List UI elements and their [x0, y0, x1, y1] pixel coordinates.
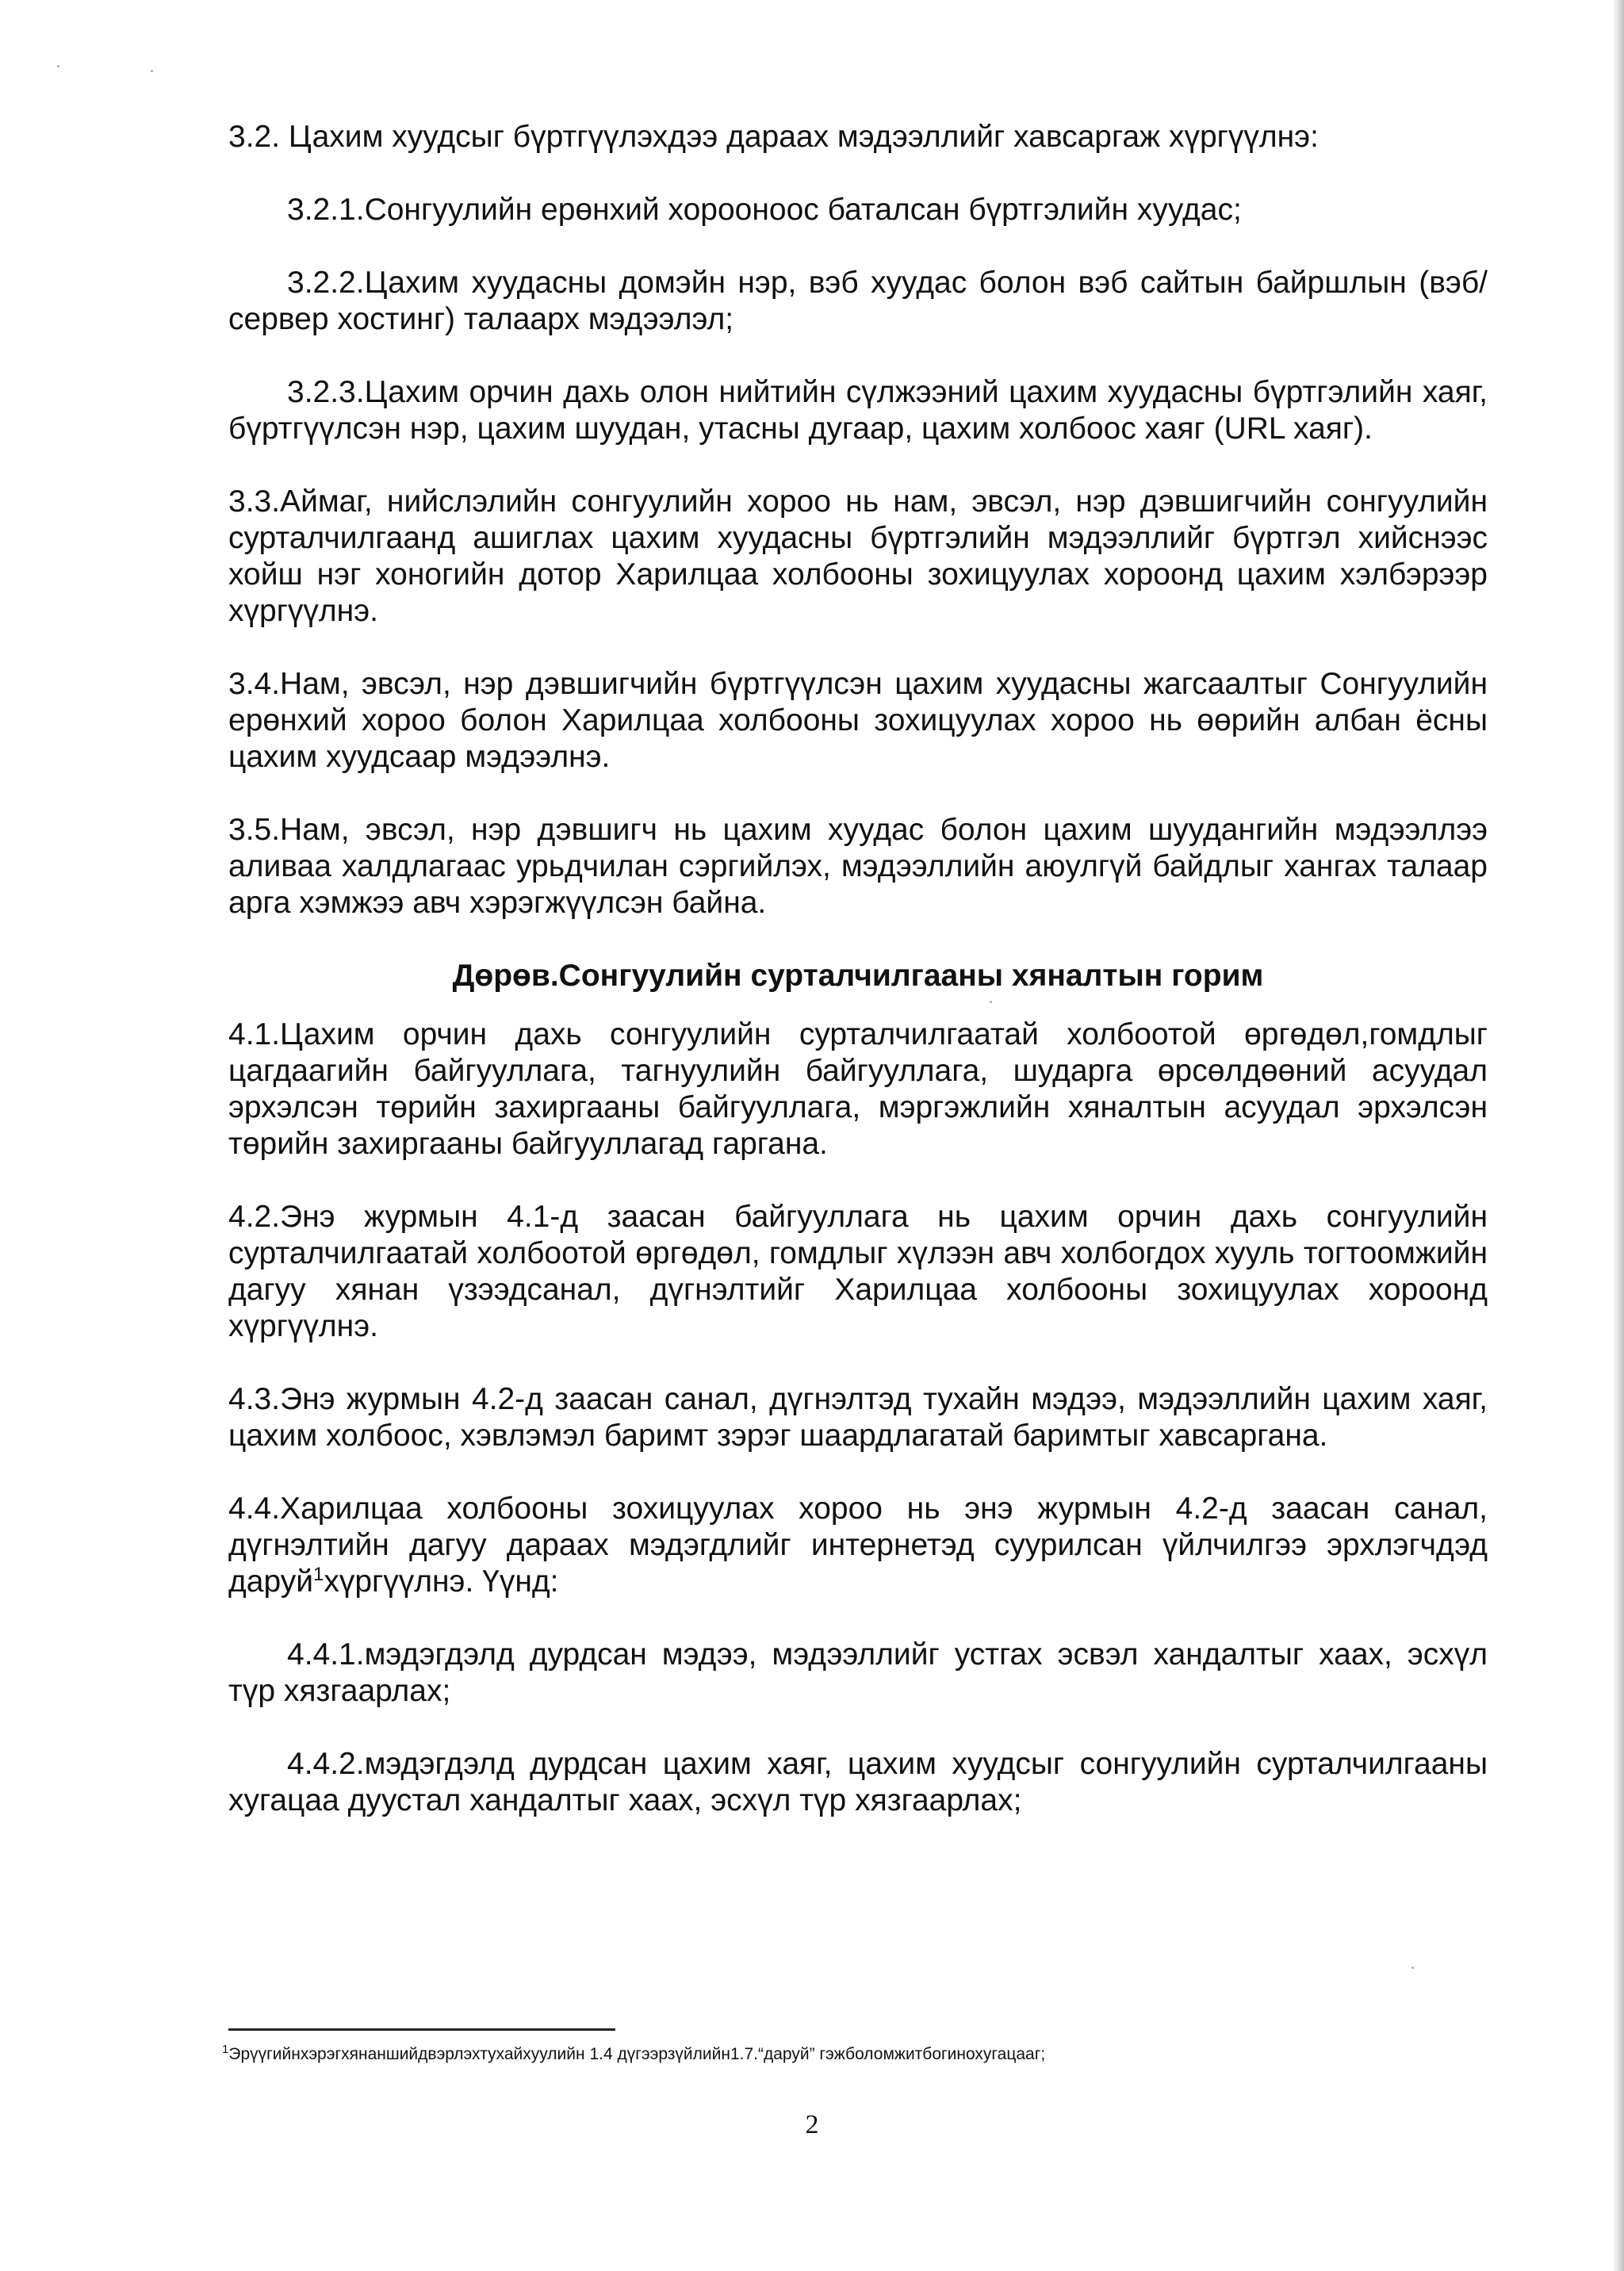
footnote-text: Эрүүгийнхэрэгхянаншийдвэрлэхтухайхуулийн 1.4 дүгээрзүйлийн1.7.“даруй” гэжболомжитбогинохугацааг; [228, 2045, 1046, 2063]
document-body [228, 119, 1488, 1855]
footnote-reference: 1 [312, 1564, 324, 1585]
paragraph-3-2-2: 3.2.2.Цахим хуудасны домэйн нэр, вэб хуудас болон вэб сайтын байршлын (вэб/сервер хостинг) талаарх мэдээлэл; [228, 266, 1488, 336]
footnote-separator [228, 2028, 615, 2031]
footnote-marker: 1 [222, 2043, 229, 2056]
page-number: 2 [805, 2110, 819, 2139]
scan-speck [1411, 1967, 1414, 1969]
scan-speck [57, 65, 59, 67]
footnote [222, 2043, 1491, 2066]
paragraph-4-4-2: 4.4.2.мэдэгдэлд дурдсан цахим хаяг, цахим хуудсыг сонгуулийн сурталчилгааны хугацаа дуустал хандалтыг хаах, эсхүл түр хязгаарлах; [228, 1747, 1488, 1817]
paragraph-3-2-3: 3.2.3.Цахим орчин дахь олон нийтийн сүлжээний цахим хуудасны бүртгэлийн хаяг, бүртгүүлсэн нэр, цахим шуудан, утасны дугаар, цахим холбоос хаяг (URL хаяг). [228, 375, 1488, 446]
paragraph-4-1: 4.1.Цахим орчин дахь сонгуулийн сурталчилгаатай холбоотой өргөдөл,гомдлыг цагдаагийн байгууллага, тагнуулийн байгууллага, шударга өрсөлдөөний асуудал эрхэлсэн төрийн захиргааны байгууллага, мэргэжлийн хяналтын асуудал эрхэлсэн төрийн захиргааны байгууллагад гаргана. [228, 1017, 1488, 1161]
paragraph-3-5: 3.5.Нам, эвсэл, нэр дэвшигч нь цахим хуудас болон цахим шуудангийн мэдээллээ аливаа халдлагаас урьдчилан сэргийлэх, мэдээллийн аюулгүй байдлыг хангах талаар арга хэмжээ авч хэрэгжүүлсэн байна. [228, 813, 1488, 920]
paragraph-3-3: 3.3.Аймаг, нийслэлийн сонгуулийн хороо нь нам, эвсэл, нэр дэвшигчийн сонгуулийн сурталчилгаанд ашиглах цахим хуудасны бүртгэлийн мэдээллийг бүртгэл хийснээс хойш нэг хоногийн дотор Харилцаа холбооны зохицуулах хороонд цахим хэлбэрээр хүргүүлнэ. [228, 484, 1488, 628]
paragraph-3-2: 3.2. Цахим хуудсыг бүртгүүлэхдээ дараах мэдээллийг хавсаргаж хүргүүлнэ: [228, 120, 1319, 154]
paragraph-3-2-1: 3.2.1.Сонгуулийн ерөнхий хорооноос баталсан бүртгэлийн хуудас; [287, 193, 1242, 227]
paragraph-4-4-text: 4.4.Харилцаа холбооны зохицуулах хороо нь энэ журмын 4.2-д заасан санал, дүгнэлтийн дагуу дараах мэдэгдлийг интернетэд суурилсан үйлчилгээ эрхлэгчдэд даруй [228, 1492, 1488, 1599]
section-heading: Дөрөв.Сонгуулийн сурталчилгааны хяналтын горим [452, 959, 1264, 993]
paragraph-4-3: 4.3.Энэ журмын 4.2-д заасан санал, дүгнэлтэд тухайн мэдээ, мэдээллийн цахим хаяг, цахим холбоос, хэвлэмэл баримт зэрэг шаардлагатай баримтыг хавсаргана. [228, 1382, 1488, 1453]
scan-speck [151, 70, 153, 72]
paragraph-4-4 [228, 1491, 1488, 1600]
scan-edge-shadow [1613, 0, 1624, 2271]
paragraph-3-4: 3.4.Нам, эвсэл, нэр дэвшигчийн бүртгүүлсэн цахим хуудасны жагсаалтыг Сонгуулийн ерөнхий хороо болон Харилцаа холбооны зохицуулах хороо нь өөрийн албан ёсны цахим хуудсаар мэдээлнэ. [228, 667, 1488, 774]
paragraph-4-4-1: 4.4.1.мэдэгдэлд дурдсан мэдээ, мэдээллийг устгах эсвэл хандалтыг хаах, эсхүл түр хязгаарлах; [228, 1637, 1488, 1708]
paragraph-4-2: 4.2.Энэ журмын 4.1-д заасан байгууллага нь цахим орчин дахь сонгуулийн сурталчилгаатай холбоотой өргөдөл, гомдлыг хүлээн авч холбогдох хууль тогтоомжийн дагуу хянан үзээдсанал, дүгнэлтийг Харилцаа холбооны зохицуулах хороонд хүргүүлнэ. [228, 1200, 1488, 1343]
paragraph-4-4-text-end: хүргүүлнэ. Үүнд: [324, 1564, 559, 1599]
